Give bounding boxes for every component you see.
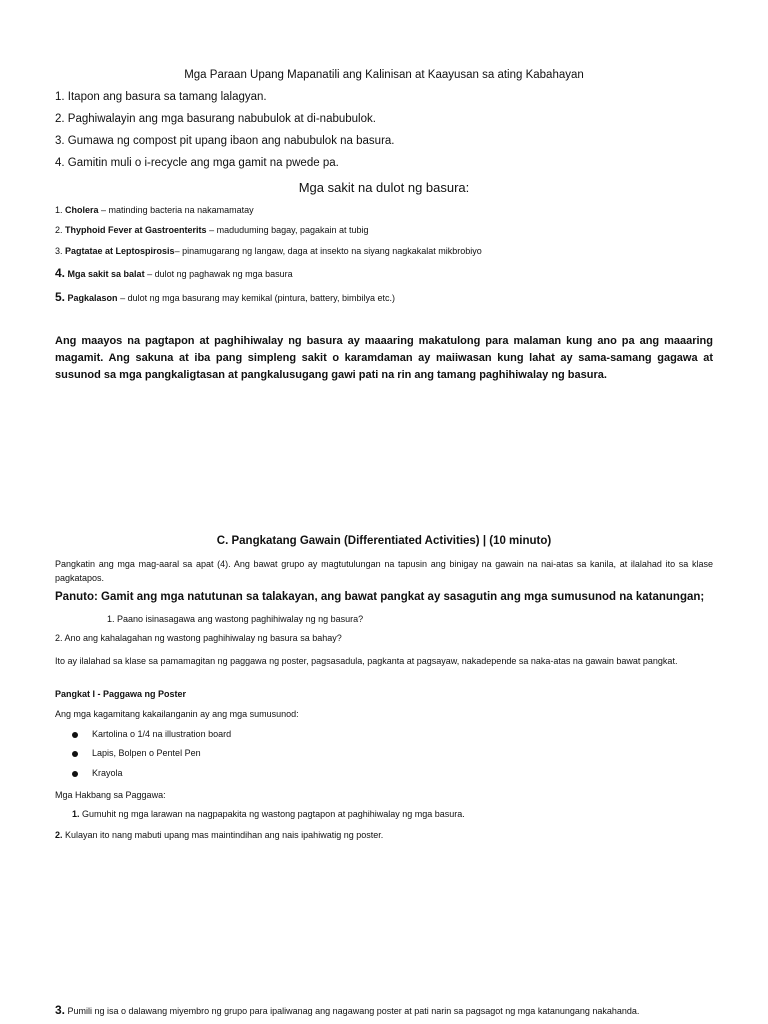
list-item: 2. Thyphoid Fever at Gastroenterits – maduduming bagay, pagakain at tubig <box>55 225 369 235</box>
list-item: 3. Pumili ng isa o dalawang miyembro ng grupo para ipaliwanag ang nagawang poster at pati narin sa pagsagot ng mga katanungang nakahanda. <box>55 1003 640 1017</box>
list-item: 1. Itapon ang basura sa tamang lalagyan. <box>55 91 267 103</box>
list-item: 1. Cholera – matinding bacteria na nakamamatay <box>55 205 254 215</box>
steps-title: Mga Hakbang sa Paggawa: <box>55 790 166 800</box>
list-item: 3. Gumawa ng compost pit upang ibaon ang nabubulok na basura. <box>55 135 395 147</box>
list-item: 4. Gamitin muli o i-recycle ang mga gamit na pwede pa. <box>55 157 339 169</box>
section3-title: C. Pangkatang Gawain (Differentiated Activities) | (10 minuto) <box>216 535 552 547</box>
list-item: 3. Pagtatae at Leptospirosis– pinamugarang ng langaw, daga at insekto na siyang nagkakalat mikbrobiyo <box>55 246 482 256</box>
question-2: 2. Ano ang kahalagahan ng wastong paghihiwalay ng basura sa bahay? <box>55 633 342 643</box>
list-item: 4. Mga sakit sa balat – dulot ng paghawak ng mga basura <box>55 266 293 280</box>
materials-intro: Ang mga kagamitang kakailanganin ay ang mga sumusunod: <box>55 709 299 719</box>
section1-title: Mga Paraan Upang Mapanatili ang Kalinisan at Kaayusan sa ating Kabahayan <box>184 69 584 81</box>
intro-paragraph: Pangkatin ang mga mag-aaral sa apat (4). Ang bawat grupo ay magtutulungan na tapusin ang binigay na gawain na nai-atas sa kanila, at ilalahad ito sa klase pagkatapos. <box>55 559 713 583</box>
list-item: 2. Kulayan ito nang mabuti upang mas maintindihan ang nais ipahiwatig ng poster. <box>55 830 384 840</box>
list-item: 1. Gumuhit ng mga larawan na nagpapakita ng wastong pagtapon at paghihiwalay ng mga basura. <box>72 809 465 819</box>
section2-title: Mga sakit na dulot ng basura: <box>298 180 470 195</box>
summary-paragraph: Ang maayos na pagtapon at paghihiwalay ng basura ay maaaring makatulong para malaman kung ano pa ang maaaring magamit. Ang sakuna at iba pang simpleng sakit o karamdaman ay maiiwasan kung lahat ay sama-samang gagawa at susunod sa mga pangkaligtasan at pangkalusugang gawi pati na rin ang tamang paghihiwalay ng basura. <box>55 335 713 381</box>
list-item: Lapis, Bolpen o Pentel Pen <box>72 748 201 758</box>
list-item: Kartolina o 1/4 na illustration board <box>72 729 231 739</box>
presentation-paragraph: Ito ay ilalahad sa klase sa pamamagitan ng paggawa ng poster, pagsasadula, pagkanta at pagsayaw, nakadepende sa naka-atas na gawain bawat pangkat. <box>55 656 678 666</box>
question-1: 1. Paano isinasagawa ang wastong paghihiwalay ng ng basura? <box>107 614 364 624</box>
list-item: Krayola <box>72 768 123 778</box>
pangkat1-title: Pangkat I - Paggawa ng Poster <box>55 689 187 699</box>
panuto: Panuto: Gamit ang mga natutunan sa talakayan, ang bawat pangkat ay sasagutin ang mga sumusunod na katanungan; <box>55 591 705 603</box>
list-item: 2. Paghiwalayin ang mga basurang nabubulok at di-nabubulok. <box>55 113 376 125</box>
list-item: 5. Pagkalason – dulot ng mga basurang may kemikal (pintura, battery, bimbilya etc.) <box>55 290 396 304</box>
